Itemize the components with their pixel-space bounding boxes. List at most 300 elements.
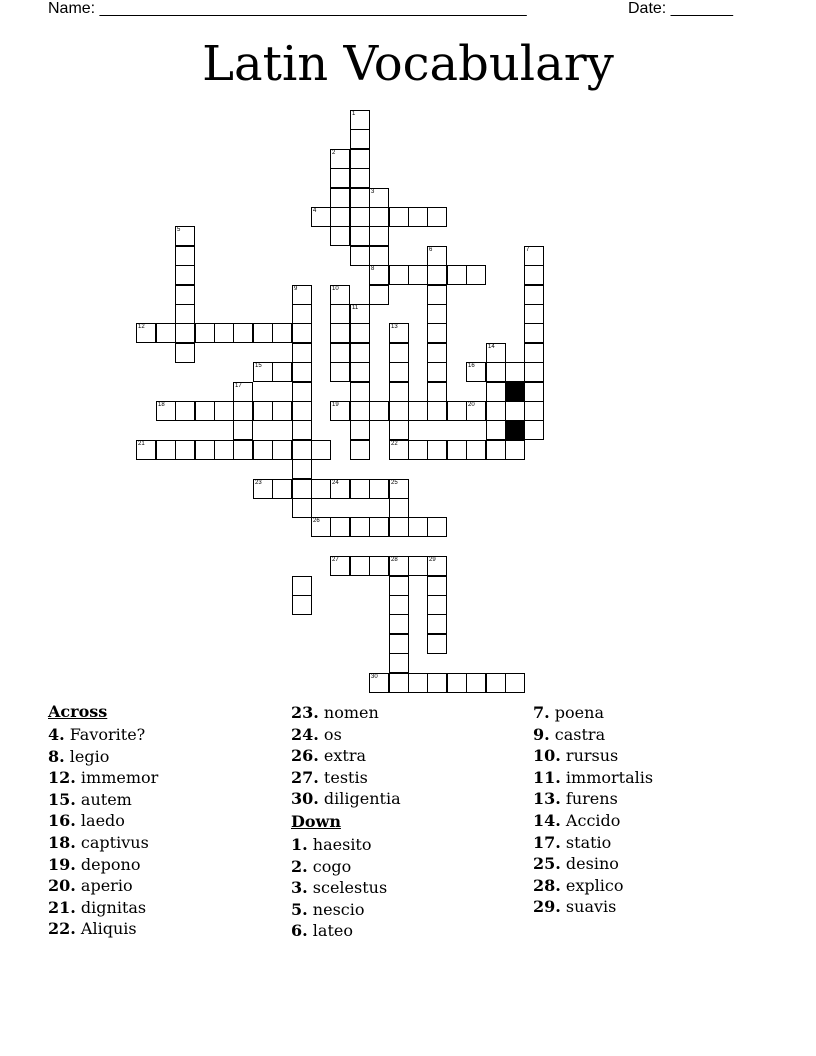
grid-cell[interactable]	[175, 226, 195, 246]
grid-cell[interactable]	[427, 614, 447, 634]
clue-number: 15.	[48, 789, 76, 809]
grid-cell[interactable]	[369, 556, 389, 576]
across-heading: Across	[48, 702, 108, 721]
grid-cell[interactable]	[350, 110, 370, 130]
grid-cell[interactable]	[427, 323, 447, 343]
grid-cell[interactable]	[524, 323, 544, 343]
clue-number: 8	[371, 266, 375, 272]
grid-cell[interactable]	[408, 673, 428, 693]
grid-cell[interactable]	[447, 401, 467, 421]
grid-cell[interactable]	[330, 304, 350, 324]
clue-number: 29	[429, 557, 436, 563]
grid-cell[interactable]	[486, 401, 506, 421]
grid-cell[interactable]	[214, 440, 234, 460]
grid-cell[interactable]	[389, 595, 409, 615]
clue-text: aperio	[75, 876, 133, 896]
grid-cell[interactable]	[330, 188, 350, 208]
clue-number: 8.	[48, 746, 65, 766]
grid-cell[interactable]	[350, 129, 370, 149]
grid-cell[interactable]	[427, 556, 447, 576]
grid-cell[interactable]	[175, 343, 195, 363]
clue	[533, 810, 653, 832]
clue	[533, 853, 653, 875]
grid-cell[interactable]	[311, 479, 331, 499]
grid-cell[interactable]	[175, 304, 195, 324]
clue-number: 17	[235, 383, 242, 389]
grid-cell[interactable]	[233, 401, 253, 421]
clue-number: 13.	[533, 789, 561, 809]
grid-cell[interactable]	[427, 207, 447, 227]
grid-cell[interactable]	[175, 323, 195, 343]
clue-number: 28.	[533, 875, 561, 895]
grid-cell[interactable]	[389, 323, 409, 343]
clue	[48, 832, 158, 854]
clue-text: Aliquis	[75, 919, 137, 939]
grid-cell[interactable]	[389, 420, 409, 440]
grid-cell[interactable]	[466, 401, 486, 421]
grid-cell[interactable]	[292, 440, 312, 460]
clue-text: depono	[75, 854, 141, 874]
grid-cell[interactable]	[389, 440, 409, 460]
clue-text: explico	[560, 875, 624, 895]
grid-cell[interactable]	[524, 304, 544, 324]
grid-cell[interactable]	[195, 401, 215, 421]
grid-cell[interactable]	[427, 382, 447, 402]
clue-number: 26.	[291, 746, 319, 766]
grid-cell[interactable]	[505, 673, 525, 693]
grid-cell[interactable]	[389, 634, 409, 654]
grid-cell[interactable]	[447, 440, 467, 460]
clue-text: Accido	[560, 810, 621, 830]
clue-text: captivus	[75, 832, 149, 852]
clue-number: 22	[391, 441, 398, 447]
clue-number: 20.	[48, 876, 76, 896]
grid-cell[interactable]	[486, 343, 506, 363]
clue-number: 13	[391, 324, 398, 330]
clue-text: diligentia	[318, 789, 401, 809]
clue-number: 5	[177, 227, 181, 233]
clue-text: immortalis	[560, 767, 654, 787]
grid-cell[interactable]	[253, 440, 273, 460]
grid-cell[interactable]	[175, 440, 195, 460]
grid-cell[interactable]	[524, 401, 544, 421]
black-square	[505, 420, 525, 440]
grid-cell[interactable]	[524, 420, 544, 440]
clue-number: 18	[158, 402, 165, 408]
clue	[291, 702, 401, 724]
grid-cell[interactable]	[195, 323, 215, 343]
grid-cell[interactable]	[427, 634, 447, 654]
grid-cell[interactable]	[369, 207, 389, 227]
clue-number: 19	[332, 402, 339, 408]
clue-text: nescio	[307, 899, 365, 919]
clue-number: 19.	[48, 854, 76, 874]
clue-number: 21.	[48, 897, 76, 917]
clue-number: 18.	[48, 832, 76, 852]
clue-number: 9	[294, 286, 298, 292]
name-field[interactable]: Name: ________________________________________________	[48, 0, 527, 17]
grid-cell[interactable]	[272, 362, 292, 382]
grid-cell[interactable]	[311, 440, 331, 460]
clue	[533, 832, 653, 854]
clue-text: Favorite?	[64, 725, 146, 744]
grid-cell[interactable]	[330, 168, 350, 188]
clue	[48, 767, 158, 789]
grid-cell[interactable]	[389, 673, 409, 693]
clues-column-2	[291, 700, 401, 942]
grid-cell[interactable]	[389, 401, 409, 421]
clue	[48, 918, 158, 940]
clue	[291, 788, 401, 810]
grid-cell[interactable]	[156, 440, 176, 460]
clue	[48, 854, 158, 876]
grid-cell[interactable]	[330, 323, 350, 343]
clue	[533, 745, 653, 767]
grid-cell[interactable]	[311, 517, 331, 537]
clue-number: 16	[468, 363, 475, 369]
grid-cell[interactable]	[389, 343, 409, 363]
grid-cell[interactable]	[408, 265, 428, 285]
grid-cell[interactable]	[427, 576, 447, 596]
grid-cell[interactable]	[136, 440, 156, 460]
grid-cell[interactable]	[350, 246, 370, 266]
clue	[533, 767, 653, 789]
grid-cell[interactable]	[350, 188, 370, 208]
grid-cell[interactable]	[389, 265, 409, 285]
page-title: Latin Vocabulary	[202, 36, 614, 92]
clue-number: 11.	[533, 767, 561, 787]
clue-number: 14.	[533, 810, 561, 830]
grid-cell[interactable]	[175, 401, 195, 421]
grid-cell[interactable]	[369, 265, 389, 285]
clue-number: 3	[371, 189, 375, 195]
clue-text: dignitas	[75, 897, 147, 917]
grid-cell[interactable]	[350, 226, 370, 246]
grid-cell[interactable]	[330, 207, 350, 227]
grid-cell[interactable]	[214, 401, 234, 421]
grid-cell[interactable]	[486, 440, 506, 460]
grid-cell[interactable]	[350, 479, 370, 499]
clue-number: 16.	[48, 811, 76, 831]
grid-cell[interactable]	[408, 401, 428, 421]
grid-cell[interactable]	[330, 401, 350, 421]
grid-cell[interactable]	[350, 304, 370, 324]
grid-cell[interactable]	[350, 382, 370, 402]
clue	[533, 875, 653, 897]
grid-cell[interactable]	[175, 285, 195, 305]
grid-cell[interactable]	[427, 362, 447, 382]
grid-cell[interactable]	[233, 420, 253, 440]
grid-cell[interactable]	[486, 673, 506, 693]
clue-number: 22.	[48, 919, 76, 939]
clue-text: lateo	[307, 921, 353, 941]
clue-number: 12.	[48, 768, 76, 788]
grid-cell[interactable]	[524, 265, 544, 285]
grid-cell[interactable]	[350, 168, 370, 188]
clues-column-3	[533, 700, 653, 918]
down-heading: Down	[291, 811, 341, 831]
grid-cell[interactable]	[427, 265, 447, 285]
clue	[48, 724, 158, 746]
clue-number: 4	[313, 208, 317, 214]
grid-cell[interactable]	[466, 362, 486, 382]
clue-text: haesito	[307, 834, 372, 854]
grid-cell[interactable]	[389, 653, 409, 673]
grid-cell[interactable]	[292, 382, 312, 402]
grid-cell[interactable]	[486, 362, 506, 382]
grid-cell[interactable]	[330, 556, 350, 576]
grid-cell[interactable]	[427, 343, 447, 363]
clue-number: 30	[371, 674, 378, 680]
grid-cell[interactable]	[292, 459, 312, 479]
grid-cell[interactable]	[350, 149, 370, 169]
grid-cell[interactable]	[466, 673, 486, 693]
clue-text: statio	[560, 832, 612, 852]
clue-number: 30.	[291, 789, 319, 809]
grid-cell[interactable]	[292, 343, 312, 363]
grid-cell[interactable]	[253, 362, 273, 382]
grid-cell[interactable]	[389, 517, 409, 537]
clue-text: rursus	[560, 746, 619, 766]
clue-number: 10.	[533, 746, 561, 766]
grid-cell[interactable]	[272, 440, 292, 460]
clue-number: 20	[468, 402, 475, 408]
grid-cell[interactable]	[389, 382, 409, 402]
clue-number: 27	[332, 557, 339, 563]
grid-cell[interactable]	[272, 323, 292, 343]
grid-cell[interactable]	[350, 343, 370, 363]
clue	[291, 899, 401, 921]
grid-cell[interactable]	[408, 440, 428, 460]
clue-text: legio	[64, 746, 110, 766]
grid-cell[interactable]	[136, 323, 156, 343]
clue-number: 21	[138, 441, 145, 447]
grid-cell[interactable]	[253, 323, 273, 343]
date-field[interactable]: Date: _______	[628, 0, 733, 17]
grid-cell[interactable]	[330, 343, 350, 363]
clue-number: 15	[255, 363, 262, 369]
grid-cell[interactable]	[427, 304, 447, 324]
clue	[291, 834, 401, 856]
grid-cell[interactable]	[292, 304, 312, 324]
grid-cell[interactable]	[427, 517, 447, 537]
clue	[533, 702, 653, 724]
clue-number: 6	[429, 247, 433, 253]
clues-column-1	[48, 700, 158, 940]
clue-number: 25.	[533, 854, 561, 874]
grid-cell[interactable]	[350, 323, 370, 343]
clue	[533, 788, 653, 810]
grid-cell[interactable]	[369, 517, 389, 537]
grid-cell[interactable]	[292, 420, 312, 440]
grid-cell[interactable]	[427, 285, 447, 305]
grid-cell[interactable]	[175, 246, 195, 266]
grid-cell[interactable]	[505, 440, 525, 460]
clue-number: 24.	[291, 724, 319, 744]
clue-number: 25	[391, 480, 398, 486]
grid-cell[interactable]	[175, 265, 195, 285]
clue-number: 23	[255, 480, 262, 486]
clue-number: 26	[313, 518, 320, 524]
grid-cell[interactable]	[330, 362, 350, 382]
clue-number: 11	[352, 305, 359, 311]
grid-cell[interactable]	[233, 382, 253, 402]
grid-cell[interactable]	[389, 576, 409, 596]
clue-text: laedo	[75, 811, 125, 831]
grid-cell[interactable]	[350, 440, 370, 460]
grid-cell[interactable]	[369, 188, 389, 208]
grid-cell[interactable]	[486, 420, 506, 440]
grid-cell[interactable]	[389, 498, 409, 518]
grid-cell[interactable]	[292, 576, 312, 596]
grid-cell[interactable]	[292, 479, 312, 499]
grid-cell[interactable]	[350, 362, 370, 382]
grid-cell[interactable]	[408, 517, 428, 537]
grid-cell[interactable]	[330, 149, 350, 169]
clue-number: 4.	[48, 725, 65, 744]
clue-number: 12	[138, 324, 145, 330]
grid-cell[interactable]	[447, 265, 467, 285]
grid-cell[interactable]	[292, 498, 312, 518]
grid-cell[interactable]	[447, 673, 467, 693]
clue-text: nomen	[318, 703, 379, 722]
grid-cell[interactable]	[389, 614, 409, 634]
clue	[291, 920, 401, 942]
grid-cell[interactable]	[292, 401, 312, 421]
clue-text: scelestus	[307, 878, 388, 898]
clue-number: 1.	[291, 834, 308, 854]
grid-cell[interactable]	[350, 517, 370, 537]
grid-cell[interactable]	[524, 382, 544, 402]
grid-cell[interactable]	[427, 673, 447, 693]
clue-text: cogo	[307, 856, 352, 876]
grid-cell[interactable]	[272, 401, 292, 421]
grid-cell[interactable]	[505, 401, 525, 421]
clue-number: 2	[332, 150, 336, 156]
clue-text: castra	[549, 724, 606, 744]
grid-cell[interactable]	[369, 285, 389, 305]
grid-cell[interactable]	[350, 556, 370, 576]
grid-cell[interactable]	[330, 479, 350, 499]
clue	[533, 896, 653, 918]
grid-cell[interactable]	[156, 323, 176, 343]
clue-text: extra	[318, 746, 367, 766]
grid-cell[interactable]	[253, 401, 273, 421]
clue-number: 7.	[533, 703, 550, 722]
clue-text: suavis	[560, 897, 617, 917]
clue-number: 24	[332, 480, 339, 486]
grid-cell[interactable]	[389, 362, 409, 382]
grid-cell[interactable]	[253, 479, 273, 499]
grid-cell[interactable]	[427, 595, 447, 615]
clue	[48, 897, 158, 919]
clue-number: 29.	[533, 897, 561, 917]
grid-cell[interactable]	[505, 362, 525, 382]
clue-text: autem	[75, 789, 132, 809]
clue	[291, 724, 401, 746]
grid-cell[interactable]	[233, 440, 253, 460]
clue-text: testis	[318, 767, 368, 787]
black-square	[505, 382, 525, 402]
grid-cell[interactable]	[292, 362, 312, 382]
grid-cell[interactable]	[408, 556, 428, 576]
grid-cell[interactable]	[524, 343, 544, 363]
clue-number: 2.	[291, 856, 308, 876]
grid-cell[interactable]	[350, 420, 370, 440]
grid-cell[interactable]	[369, 401, 389, 421]
grid-cell[interactable]	[524, 285, 544, 305]
grid-cell[interactable]	[466, 265, 486, 285]
clue-number: 3.	[291, 878, 308, 898]
grid-cell[interactable]	[195, 440, 215, 460]
clue-text: poena	[549, 703, 604, 722]
grid-cell[interactable]	[272, 479, 292, 499]
clue-number: 17.	[533, 832, 561, 852]
grid-cell[interactable]	[389, 479, 409, 499]
grid-cell[interactable]	[292, 323, 312, 343]
clue	[48, 875, 158, 897]
clue	[291, 877, 401, 899]
clue-number: 10	[332, 286, 339, 292]
grid-cell[interactable]	[524, 362, 544, 382]
grid-cell[interactable]	[427, 401, 447, 421]
grid-cell[interactable]	[330, 285, 350, 305]
clue-text: desino	[560, 854, 619, 874]
grid-cell[interactable]	[369, 226, 389, 246]
clue	[48, 746, 158, 768]
grid-cell[interactable]	[486, 382, 506, 402]
grid-cell[interactable]	[389, 207, 409, 227]
clue	[533, 724, 653, 746]
clue-number: 7	[526, 247, 530, 253]
grid-cell[interactable]	[408, 207, 428, 227]
clue	[291, 767, 401, 789]
grid-cell[interactable]	[292, 285, 312, 305]
clue-number: 1	[352, 111, 356, 117]
clue-number: 9.	[533, 724, 550, 744]
grid-cell[interactable]	[311, 207, 331, 227]
grid-cell[interactable]	[427, 440, 447, 460]
clue-number: 14	[488, 344, 495, 350]
grid-cell[interactable]	[330, 517, 350, 537]
clue	[291, 745, 401, 767]
clue-number: 27.	[291, 767, 319, 787]
clue-number: 23.	[291, 703, 319, 722]
grid-cell[interactable]	[330, 226, 350, 246]
grid-cell[interactable]	[369, 673, 389, 693]
grid-cell[interactable]	[350, 401, 370, 421]
clue-text: immemor	[75, 768, 159, 788]
clue	[48, 810, 158, 832]
clue-number: 28	[391, 557, 398, 563]
grid-cell[interactable]	[214, 323, 234, 343]
clue-number: 6.	[291, 921, 308, 941]
grid-cell[interactable]	[466, 440, 486, 460]
grid-cell[interactable]	[427, 246, 447, 266]
grid-cell[interactable]	[389, 556, 409, 576]
clue	[48, 789, 158, 811]
grid-cell[interactable]	[524, 246, 544, 266]
grid-cell[interactable]	[156, 401, 176, 421]
grid-cell[interactable]	[350, 207, 370, 227]
clue-text: furens	[560, 789, 618, 809]
grid-cell[interactable]	[369, 479, 389, 499]
clue-number: 5.	[291, 899, 308, 919]
grid-cell[interactable]	[292, 595, 312, 615]
clue	[291, 856, 401, 878]
grid-cell[interactable]	[369, 246, 389, 266]
grid-cell[interactable]	[233, 323, 253, 343]
